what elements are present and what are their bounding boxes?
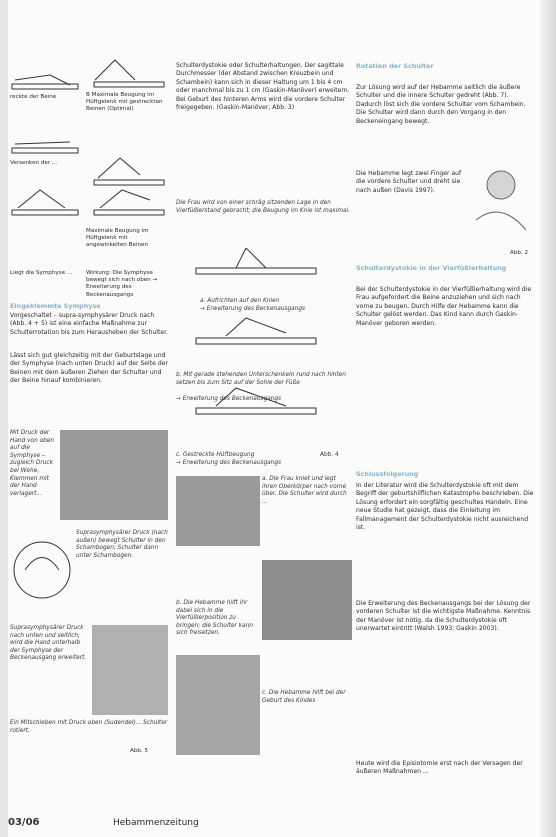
col1-section-head: Eingeklemmte Symphyse [10,302,101,310]
col1-caption-c: Versenken der ... [10,160,58,166]
col1-photo-2 [92,625,168,715]
col3-head3: Schlussfolgerung [356,470,419,478]
col2-photo-c-cap: c. Die Hebamme hilft bei der Geburt des Kindes [262,690,346,704]
fig3-drawings [176,248,352,448]
col1-caption-f: Wirkung: Die Symphyse bewegt sich nach oben → Erweiterung des Beckenausgangs [86,270,158,298]
left-edge [0,0,8,837]
footer [8,817,199,828]
col3-head1: Rotation der Schulter [356,62,434,70]
pelvis-drawing-1 [10,530,74,610]
col1-photo-cap3: Suprasymphysärer Druck nach unten und seitlich; wird die Hand unterhalb der Symphyse der Beckenausgang erweitert. [10,625,87,662]
col3-body3: Bei der Schulterdystokie in der Vierfüßlerhaltung wird die Frau aufgefordert die Beine anzuziehen und sich nach vorne zu beugen. Durch Hilfe der Hebamme kann die Schulter gelöst werden. Das Kind kann durch Gaskin-Manöver geboren werden. [356,286,532,327]
col1-body2: Lässt sich gut gleichzeitig mit der Geburtslage und der Symphyse (nach unten Druck) auf der Seite der Beinen mit dem äußeren Ziehen der Schulter und der Beine hinauf kombinieren. [10,352,168,385]
fig3-label-b: b. Mit gerade stehenden Unterschenkeln rund nach hinten setzen bis zum Sitz auf der Sohle der Füße [176,372,346,386]
col1-caption-e: Liegt die Symphyse ... [10,270,73,276]
col1-photo-cap4: Ein Mitschieben mit Druck oben (Sudendel)... Schulter rotiert. [10,720,168,734]
col3-body5: Die Erweiterung des Beckenausgangs bei der Lösung der vorderen Schulter ist die wichtigste Maßnahme. Kenntnis der Manöver ist nötig, da die Schulterdystokie oft unerwartet eintritt (Walsh 1993; Gaskin 2003). [356,600,531,633]
col2-photo-a-cap: a. Die Frau kniet und legt ihren Oberkörper nach vorne über. Die Schulter wird durch ... [262,476,347,505]
col3-body6: Heute wird die Episiotomie erst nach der Versagen der äußeren Maßnahmen ... [356,760,523,776]
fig3-label-a: a. Aufrichten auf den Knien [200,298,280,304]
col3-body4: In der Literatur wird die Schulterdystokie oft mit dem Begriff der geburtshilflichen Katastrophe beschrieben. Die Lösung erfordert ein sorgfältig geschultes Handeln. Eine neue Studie hat gezeigt, dass die Einleitung im Fallmanagement der Schulterdystokie nicht ausreichend ist. [356,482,534,532]
fig3-sub-b: → Erweiterung des Beckenausgangs [176,396,282,402]
fig4-label: Abb. 4 [320,452,339,458]
col1-caption-b: B Maximale Beugung im Hüftgelenk mit gestreckten Beinen (Optimal) [86,92,163,113]
fig2-label: Abb. 2 [510,250,529,256]
col1-caption-a: reckte der Beine [10,94,57,100]
col1-photo-1 [60,430,168,520]
right-edge [540,0,556,837]
fig5-label: Abb. 5 [130,748,149,754]
col2-cap-fig3: Die Frau wird von einer schräg sitzenden Lage in den Vierfüßlerstand gebracht; die Beugung im Knie ist maximal. [176,200,350,214]
col2-body1: Schulterdystokie oder Schulterhaltungen. Der sagittale Durchmesser (der Abstand zwischen Kreuzbein und Schambein) kann sich in dieser Haltung um 1 bis 4 cm oder manchmal bis zu 1 cm (Gaskin-Manöver) erweitern. Bei Geburt des hinteren Arms wird die vordere Schulter freigegeben. (Gaskin-Manöver, Abb. 3) [176,62,350,112]
fig3-sub-a: → Erweiterung des Beckenausgangs [200,306,306,312]
col3-body1: Zur Lösung wird auf der Hebamme seitlich die äußere Schulter und die innere Schulter gedreht (Abb. 7). Dadurch löst sich die vordere Schulter vom Schambein. Die Schulter wird dann durch den Vorgang in den Beckeneingang bewegt. [356,84,526,125]
col2-photo-c [176,655,260,755]
col1-caption-d: Maximale Beugung im Hüftgelenk mit angewinkelten Beinen [86,228,149,249]
fig2-drawing [466,160,540,250]
issue-number: 03/06 [8,817,40,828]
col2-photo-b-cap: b. Die Hebamme hilft ihr dabei sich in die Vierfüßlerposition zu bringen; die Schulter kann sich freisetzen. [176,600,253,637]
journal-name: Hebammenzeitung [112,818,199,828]
col2-photo-b [262,560,352,640]
col1-photo-cap2: Suprasymphysärer Druck (nach außen) bewegt Schulter in den Schambogen; Schulter dann unter Schambogen. [76,530,168,559]
fig3-label-c: c. Gestreckte Hüftbeugung [176,452,255,458]
col1-body1: Vorgeschaltet – supra-symphysärer Druck nach (Abb. 4 + 5) ist eine einfache Maßnahme zur Schulterrotation bis zum Herausheben der Schulter. [10,312,168,336]
col3-head2: Schulterdystokie in der Vierfüßlerhaltung [356,264,507,272]
position-drawings-col1 [10,50,170,270]
col2-photo-a [176,476,260,546]
col3-body2: Die Hebamme legt zwei Finger auf die vordere Schulter und dreht sie nach außen (Davis 1997). [356,170,462,194]
fig3-sub-c: → Erweiterung des Beckenausgangs [176,460,282,466]
col1-photo-cap: Mit Druck der Hand von oben auf die Symphyse – zugleich Druck bei Wehe, Klemmen mit der Hand verlagert... [10,430,55,497]
